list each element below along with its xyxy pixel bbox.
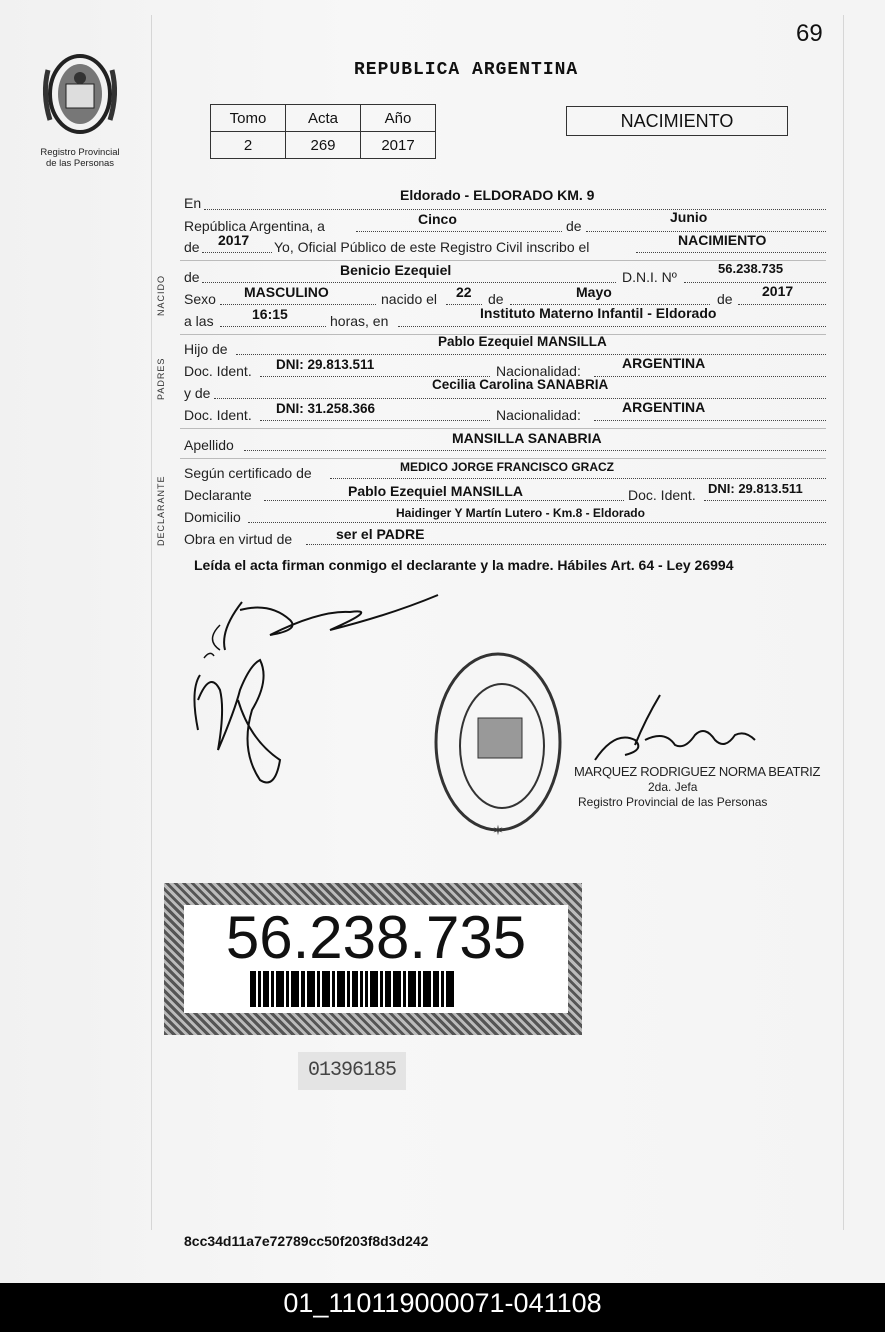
father-dni-value: DNI: 29.813.511 xyxy=(276,357,375,372)
registry-table xyxy=(210,104,436,159)
logo-caption-line2: de las Personas xyxy=(45,158,115,169)
hijo-label: Hijo de xyxy=(184,341,228,357)
place-value: Eldorado - ELDORADO KM. 9 xyxy=(400,187,595,203)
birth-day-value: 22 xyxy=(456,284,472,300)
table-value-tomo: 2 xyxy=(211,132,286,159)
docident2-label: Doc. Ident. xyxy=(184,407,252,423)
dotted-line xyxy=(704,500,826,501)
table-header-acta: Acta xyxy=(286,105,361,132)
sexo-label: Sexo xyxy=(184,291,216,307)
dotted-line xyxy=(356,231,562,232)
nacionalidad-label: Nacionalidad: xyxy=(496,363,581,379)
obra-label: Obra en virtud de xyxy=(184,531,293,547)
official-role: 2da. Jefa xyxy=(648,780,698,794)
dotted-line xyxy=(244,450,826,451)
side-label-padres: PADRES xyxy=(156,357,166,400)
alas-label: a las xyxy=(184,313,214,329)
table-header-anio: Año xyxy=(361,105,436,132)
nacido-label: nacido el xyxy=(381,291,438,307)
de-label: de xyxy=(566,218,582,234)
horas-label: horas, en xyxy=(330,313,389,329)
dotted-line xyxy=(220,304,376,305)
docident-label: Doc. Ident. xyxy=(184,363,252,379)
dni-label: D.N.I. Nº xyxy=(622,269,677,285)
coat-of-arms-icon xyxy=(30,50,130,142)
apellido-label: Apellido xyxy=(184,437,234,453)
father-name-value: Pablo Ezequiel MANSILLA xyxy=(438,334,607,349)
dotted-line xyxy=(636,252,826,253)
table-value-anio: 2017 xyxy=(361,132,436,159)
birth-place-value: Instituto Materno Infantil - Eldorado xyxy=(480,305,717,321)
dotted-line xyxy=(594,420,826,421)
certificate-value: MEDICO JORGE FRANCISCO GRACZ xyxy=(400,460,615,474)
mother-name-value: Cecilia Carolina SANABRIA xyxy=(432,377,609,392)
svg-text:✶: ✶ xyxy=(492,822,504,838)
section-separator xyxy=(180,458,826,459)
dotted-line xyxy=(264,500,624,501)
logo-caption-line1: Registro Provincial xyxy=(40,147,120,158)
birth-hour-value: 16:15 xyxy=(252,306,288,322)
dotted-line xyxy=(260,420,490,421)
barcode-number: 56.238.735 xyxy=(225,904,527,971)
barcode-label xyxy=(164,883,582,1035)
republica-label: República Argentina, a xyxy=(184,218,325,234)
side-label-nacido: NACIDO xyxy=(156,274,166,316)
dotted-line xyxy=(330,478,826,479)
yde-label: y de xyxy=(184,385,211,401)
child-name-value: Benicio Ezequiel xyxy=(340,262,452,278)
barcode-bars xyxy=(250,971,502,1007)
sex-value: MASCULINO xyxy=(244,284,329,300)
address-value: Haidinger Y Martín Lutero - Km.8 - Eldorado xyxy=(396,506,645,520)
birth-year-value: 2017 xyxy=(762,283,794,299)
dotted-line xyxy=(594,376,826,377)
barcode-inner xyxy=(184,905,568,1013)
table-value-acta: 269 xyxy=(286,132,361,159)
dotted-line xyxy=(204,209,826,210)
dotted-line xyxy=(202,282,616,283)
official-signature xyxy=(585,690,765,770)
official-name: MARQUEZ RODRIGUEZ NORMA BEATRIZ xyxy=(574,764,821,779)
right-margin-line xyxy=(843,15,844,1230)
dotted-line xyxy=(306,544,826,545)
dotted-line xyxy=(220,326,326,327)
signatures-handwritten xyxy=(180,590,460,800)
province-logo xyxy=(30,50,130,169)
surname-value: MANSILLA SANABRIA xyxy=(452,430,602,446)
official-office: Registro Provincial de las Personas xyxy=(578,795,768,809)
act-type-box: NACIMIENTO xyxy=(566,106,788,136)
left-margin-line xyxy=(151,15,152,1230)
dotted-line xyxy=(398,326,826,327)
footer-code: 01_110119000071-041108 xyxy=(0,1283,885,1332)
dotted-line xyxy=(236,354,826,355)
de2-label: de xyxy=(184,239,200,255)
declarant-dni-value: DNI: 29.813.511 xyxy=(708,481,803,496)
dotted-line xyxy=(202,252,272,253)
page-number: 69 xyxy=(796,20,823,47)
section-separator xyxy=(180,428,826,429)
side-label-declarante: DECLARANTE xyxy=(156,475,166,546)
father-nationality-value: ARGENTINA xyxy=(622,355,706,371)
de3-label: de xyxy=(184,269,200,285)
capacity-value: ser el PADRE xyxy=(336,526,425,542)
folio-number: 01396185 xyxy=(298,1052,406,1090)
dotted-line xyxy=(446,304,482,305)
declarante-label: Declarante xyxy=(184,487,252,503)
birth-month-value: Mayo xyxy=(576,284,612,300)
domicilio-label: Domicilio xyxy=(184,509,241,525)
nacionalidad2-label: Nacionalidad: xyxy=(496,407,581,423)
month-value: Junio xyxy=(670,209,708,225)
mother-dni-value: DNI: 31.258.366 xyxy=(276,401,376,416)
certificado-label: Según certificado de xyxy=(184,465,312,481)
official-stamp-icon xyxy=(430,650,580,840)
docident3-label: Doc. Ident. xyxy=(628,487,696,503)
dotted-line xyxy=(738,304,826,305)
en-label: En xyxy=(184,195,202,211)
legal-note: Leída el acta firman conmigo el declarante y la madre. Hábiles Art. 64 - Ley 26994 xyxy=(194,557,734,573)
dotted-line xyxy=(214,398,826,399)
declarant-name-value: Pablo Ezequiel MANSILLA xyxy=(348,483,524,499)
de5-label: de xyxy=(717,291,733,307)
mother-nationality-value: ARGENTINA xyxy=(622,399,706,415)
day-value: Cinco xyxy=(418,211,457,227)
header-title: REPUBLICA ARGENTINA xyxy=(354,60,579,80)
child-dni-value: 56.238.735 xyxy=(718,261,784,276)
year-value: 2017 xyxy=(218,232,250,248)
inscribo-label: Yo, Oficial Público de este Registro Civil inscribo el xyxy=(274,239,590,255)
dotted-line xyxy=(248,522,826,523)
de4-label: de xyxy=(488,291,504,307)
document-hash: 8cc34d11a7e72789cc50f203f8d3d242 xyxy=(184,1233,429,1249)
inscribo-value: NACIMIENTO xyxy=(678,232,767,248)
table-header-tomo: Tomo xyxy=(211,105,286,132)
dotted-line xyxy=(684,282,826,283)
